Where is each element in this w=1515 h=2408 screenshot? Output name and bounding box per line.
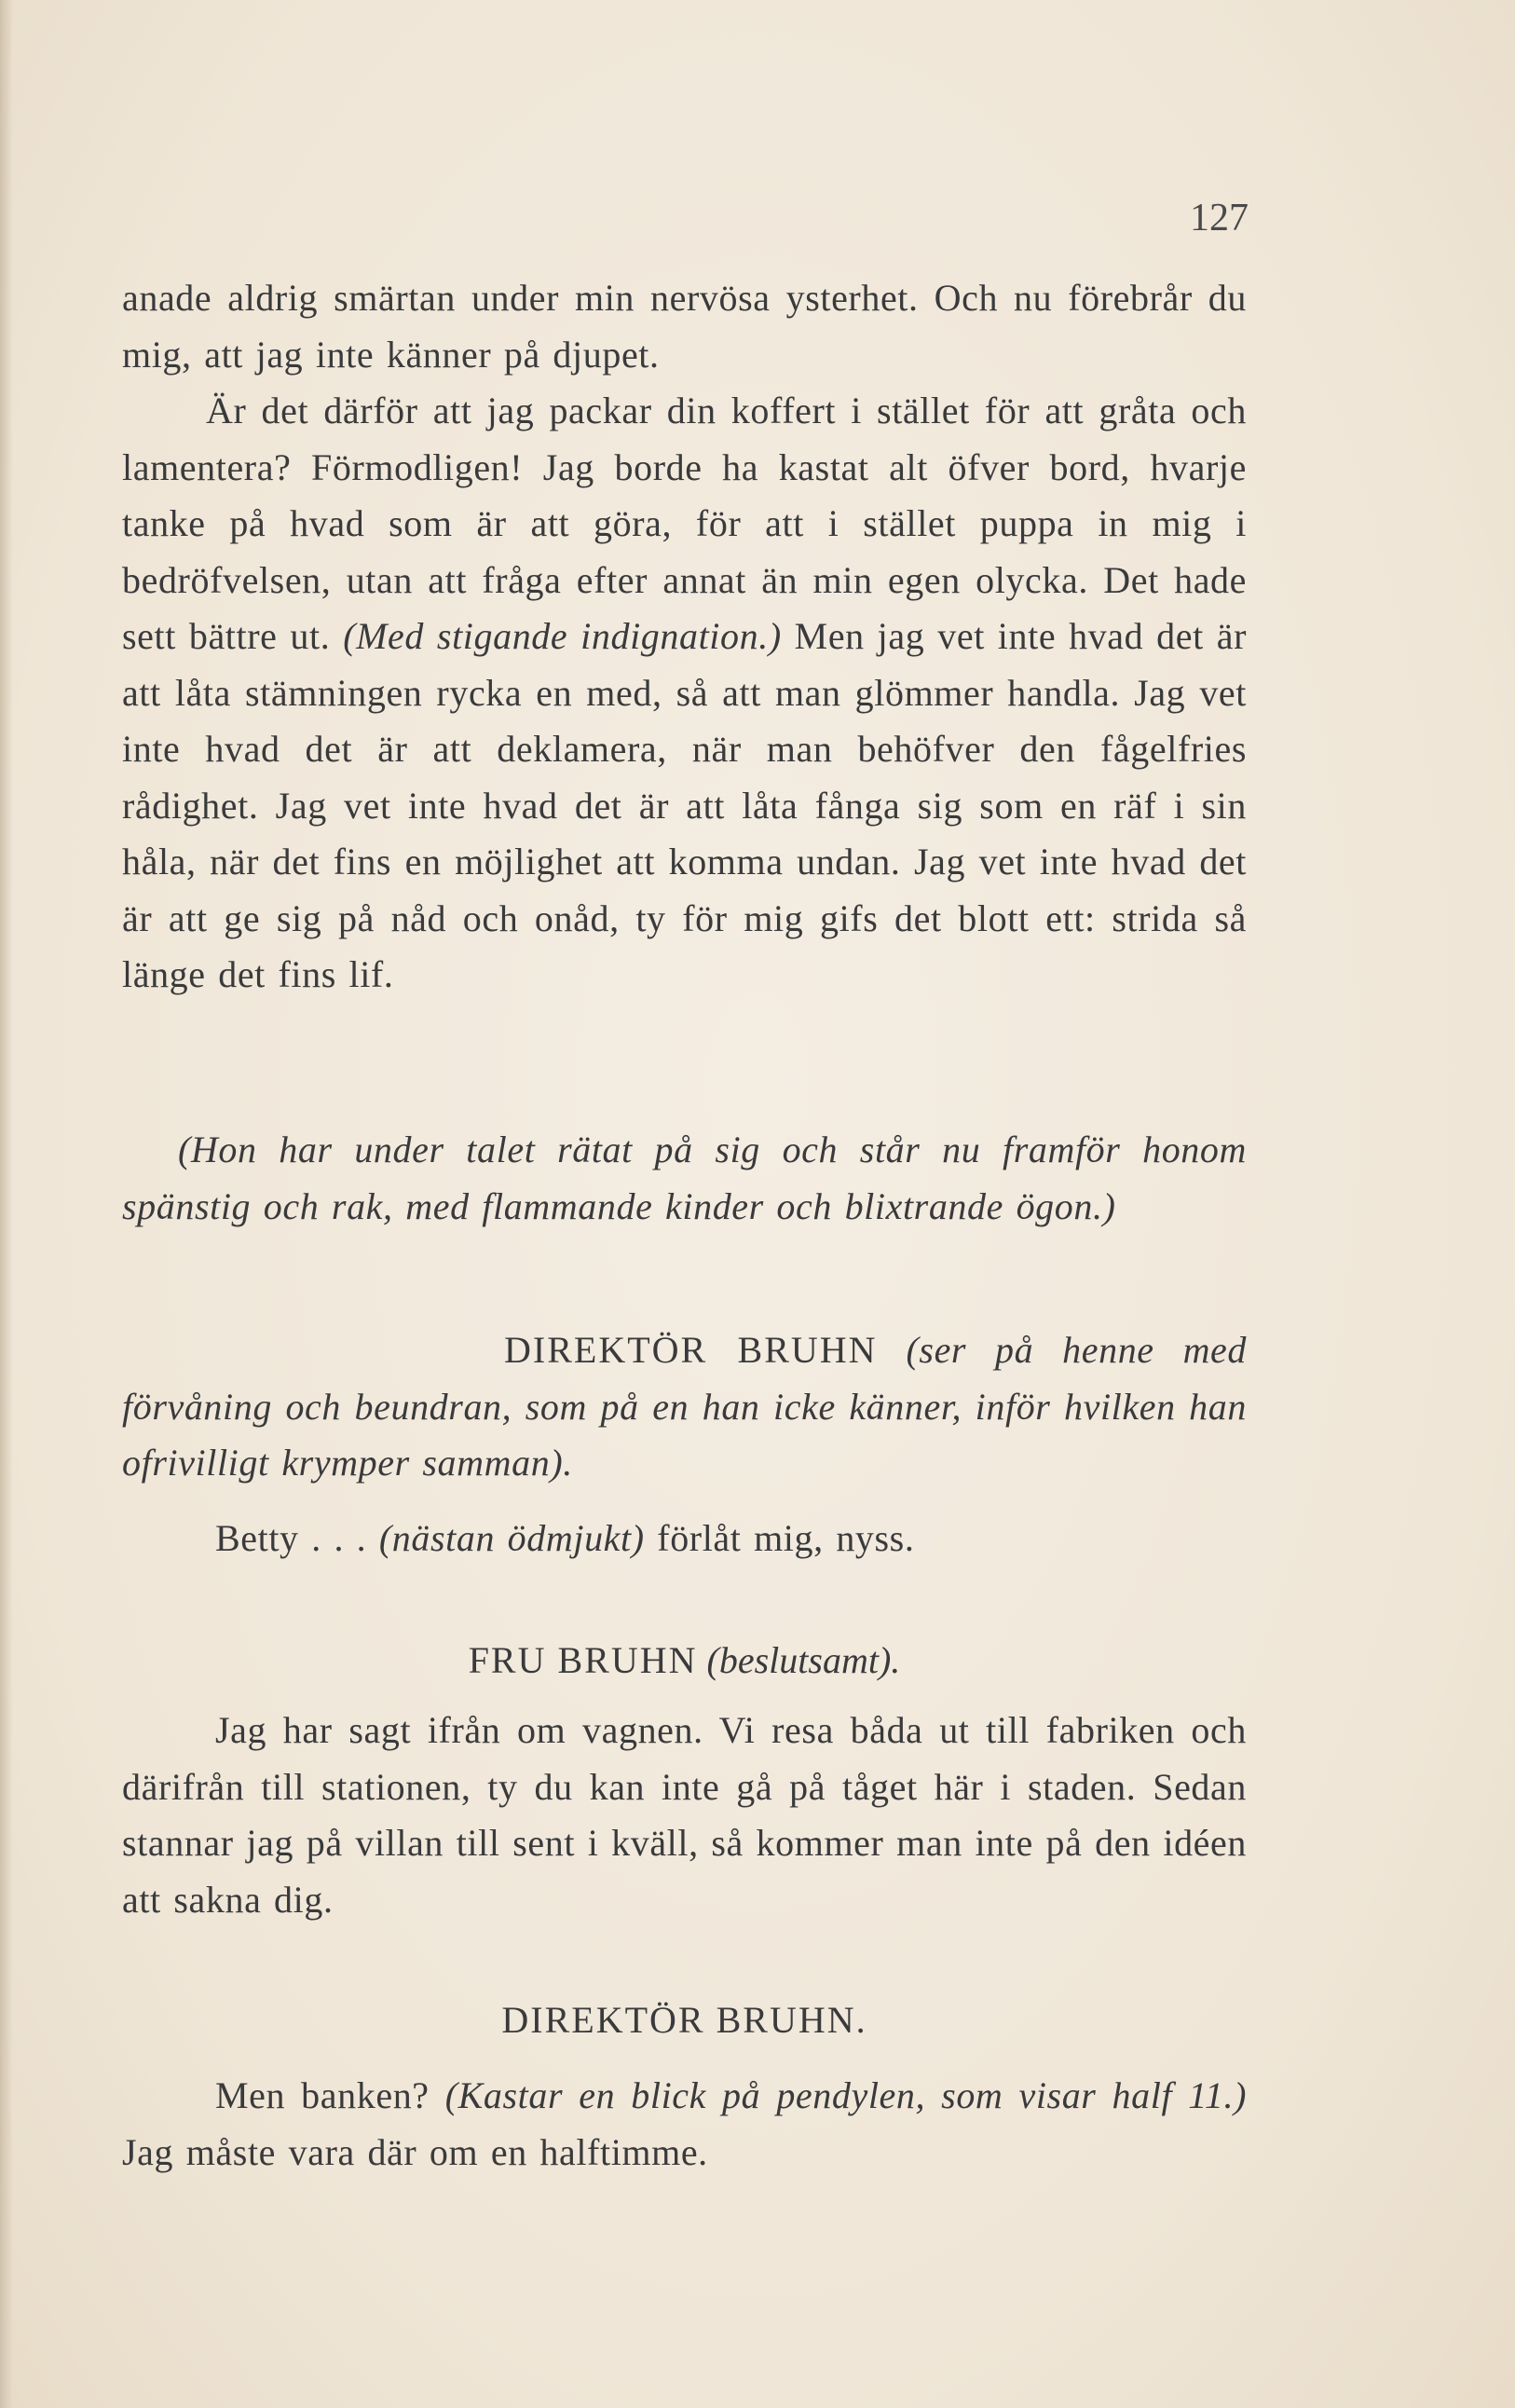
page-edge-shadow (0, 0, 13, 2408)
paragraph-text: Är det därför att jag packar din koffert i stället för att gråta och lamentera? Förmodligen! Jag borde ha kastat alt öfver bord, hvarje tanke på hvad som är att göra, för att i stället puppa in mig i bedröfvelsen, utan att fråga efter annat än min egen olycka. Det hade sett bättre ut. (122, 390, 1247, 657)
paragraph-text: anade aldrig smärtan under min nervösa ysterhet. Och nu förebrår du mig, att jag inte känner på djupet. (122, 277, 1247, 376)
dialogue-paragraph: Jag har sagt ifrån om vagnen. Vi resa båda ut till fabriken och därifrån till stationen, ty du kan inte gå på tåget här i staden. Sedan stannar jag på villan till sent i kväll, så kommer man inte på den idéen att sakna dig. (122, 1709, 1247, 1921)
paragraph (122, 270, 1247, 383)
stage-direction: (nästan ödmjukt) (378, 1517, 645, 1559)
speaker-block (122, 1322, 1247, 1492)
speaker-name: FRU BRUHN (468, 1639, 698, 1681)
stage-direction-block (122, 1122, 1247, 1235)
speaker-heading (122, 1633, 1247, 1690)
stage-direction: (ser på henne med förvåning och beundran, som på en han icke känner, inför hvilken han ofrivilligt krymper samman). (122, 1329, 1248, 1484)
stage-direction: (Hon har under talet rätat på sig och står nu framför honom spänstig och rak, med flammande kinder och blixtrande ögon.) (122, 1129, 1247, 1227)
stage-direction: (Med stigande indignation.) (343, 615, 782, 657)
body-text-block (122, 270, 1247, 1004)
stage-direction: (Kastar en blick på pendylen, som visar half 11.) (444, 2074, 1247, 2116)
stage-direction: (beslutsamt). (697, 1639, 901, 1681)
speaker-name: DIREKTÖR BRUHN. (501, 1999, 867, 2041)
dialogue-line: Betty . . . (nästan ödmjukt) förlåt mig, nyss. (215, 1517, 915, 1559)
speaker-heading (122, 1992, 1247, 2049)
paragraph (122, 383, 1247, 1004)
speaker-name: DIREKTÖR BRUHN (504, 1329, 878, 1371)
page-number: 127 (1190, 197, 1249, 239)
paragraph-text: Men jag vet inte hvad det är att låta stämningen rycka en med, så att man glömmer handla. Jag vet inte hvad det är att deklamera, när man behöfver den fågelfries rådighet. Jag vet inte hvad det är att låta fånga sig som en räf i sin håla, när det fins en möjlighet att komma undan. Jag vet inte hvad det är att ge sig på nåd och onåd, ty för mig gifs det blott ett: strida så länge det fins lif. (122, 615, 1247, 995)
speaker-heading (122, 1322, 1247, 1492)
dialogue-paragraph: Men banken? (Kastar en blick på pendylen, som visar half 11.) Jag måste vara där om en halftimme. (122, 2074, 1247, 2173)
